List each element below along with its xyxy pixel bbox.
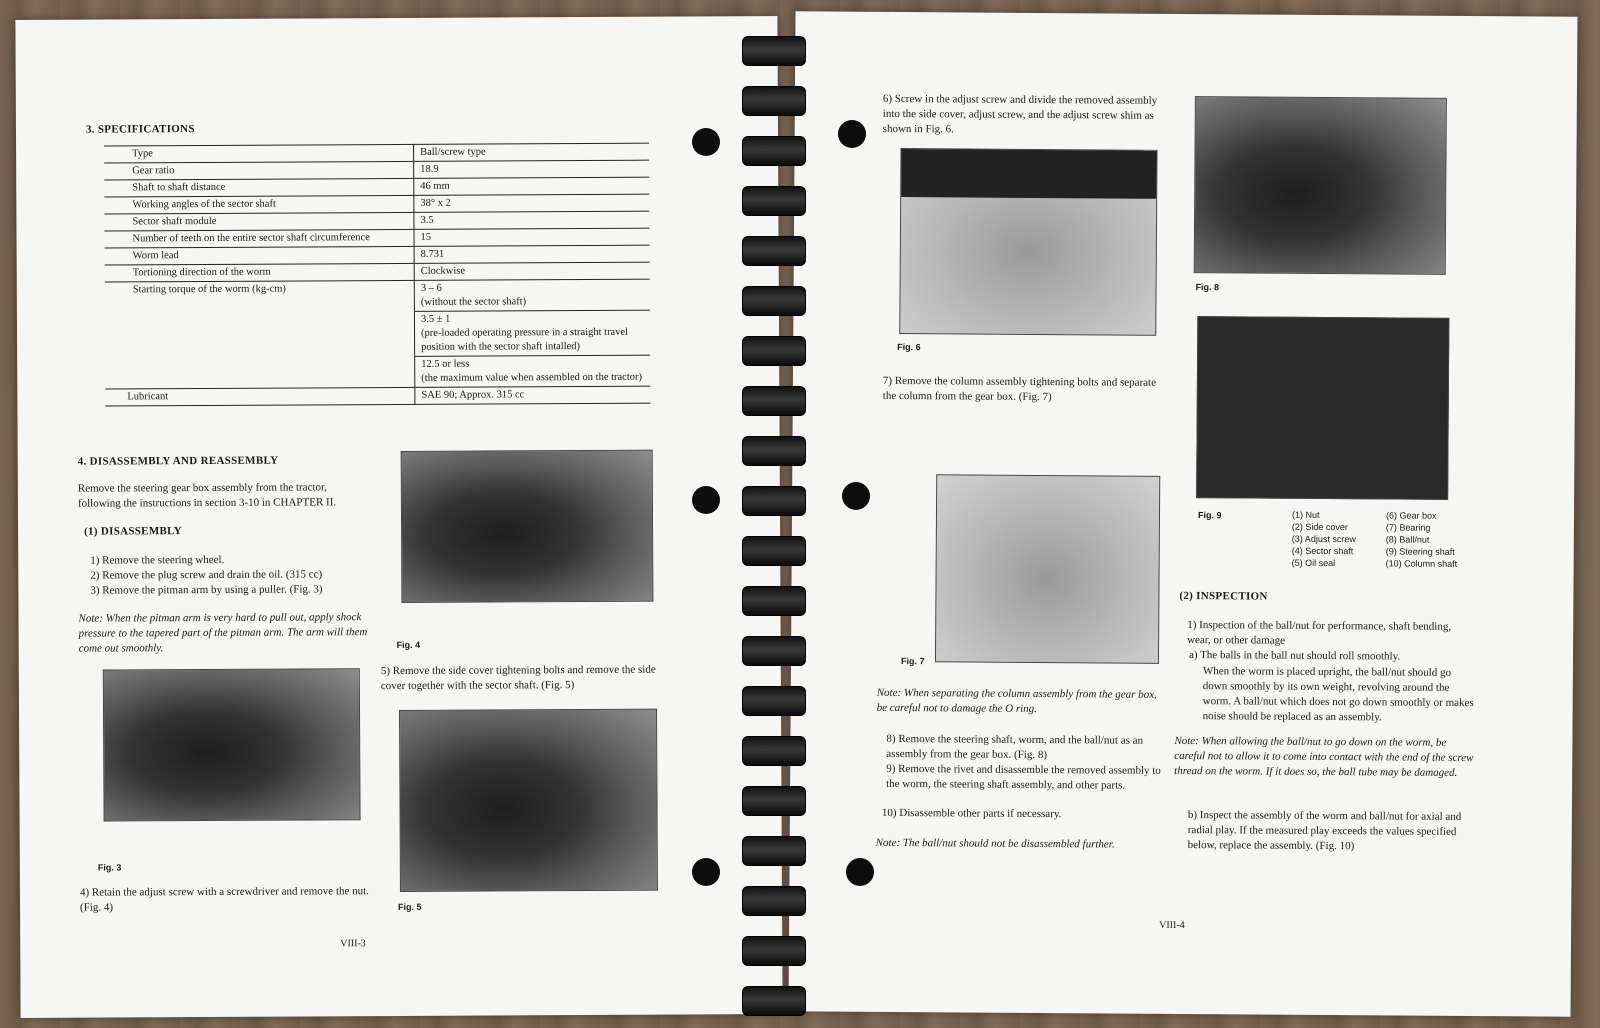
legend-item: (3) Adjust screw — [1291, 533, 1356, 545]
binding-coil-loop — [742, 486, 806, 516]
legend-item: (7) Bearing — [1385, 522, 1431, 533]
step-1: 1) Remove the steering wheel. — [90, 553, 225, 567]
binding-coil-loop — [742, 86, 806, 116]
legend-item: (8) Ball/nut — [1385, 534, 1430, 545]
binding-coil-loop — [742, 586, 806, 616]
spec-value: SAE 90; Approx. 315 cc — [415, 386, 651, 404]
step-3: 3) Remove the pitman arm by using a puller. (Fig. 3) — [90, 583, 323, 597]
legend-item: (1) Nut — [1291, 509, 1320, 520]
binding-coil-loop — [742, 986, 806, 1016]
fig7-caption: Fig. 7 — [900, 656, 925, 667]
binding-coil-loop — [742, 236, 806, 266]
step-9: 9) Remove the rivet and disassemble the removed assembly to the worm, the steering shaft assembly, and other parts. — [886, 762, 1161, 792]
binding-coil-loop — [742, 936, 806, 966]
punch-hole — [692, 128, 720, 156]
pitman-arm-note: Note: When the pitman arm is very hard to pull out, apply shock pressure to the tapered part of the pitman arm. The arm will them come out smoothly. — [78, 611, 368, 655]
spec-value: 46 mm — [414, 177, 650, 195]
binding-coil-loop — [742, 36, 806, 66]
inspection-item-a-detail: When the worm is placed upright, the ball/nut should go down smoothly by its own weight, revolving around the worm. A ball/nut which does not go down smoothly or makes noise should be replaced as an assembly. — [1202, 665, 1474, 724]
spec-label: Starting torque of the worm (kg-cm) — [105, 280, 415, 313]
right-manual-page — [789, 11, 1578, 1016]
fig9-caption: Fig. 9 — [1197, 510, 1222, 521]
step-5: 5) Remove the side cover tightening bolts and remove the side cover together with the sector shaft. (Fig. 5) — [380, 663, 656, 693]
disassembly-subheading: (1) DISASSEMBLY — [84, 525, 183, 538]
spec-value: 15 — [414, 228, 650, 246]
fig8-photo — [1194, 96, 1447, 275]
inspection-subheading: (2) INSPECTION — [1179, 589, 1268, 603]
step-6: 6) Screw in the adjust screw and divide the removed assembly into the side cover, adjust screw, and the adjust screw shim as shown in Fig. 6. — [882, 92, 1158, 136]
spec-value: 18.9 — [414, 160, 650, 178]
punch-hole — [692, 486, 720, 514]
binding-coil-loop — [742, 286, 806, 316]
left-page-number: VIII-3 — [340, 938, 366, 950]
binding-coil-loop — [742, 636, 806, 666]
spec-label: Shaft to shaft distance — [104, 178, 414, 197]
disassembly-reassembly-heading: 4. DISASSEMBLY AND REASSEMBLY — [77, 454, 279, 468]
fig9-legend-left — [1292, 509, 1387, 570]
spec-value: Clockwise — [414, 262, 650, 280]
fig4-photo — [401, 450, 654, 603]
ball-tube-note: Note: When allowing the ball/nut to go down on the worm, be careful not to allow it to come into contact with the end of the screw thread on the worm. If it does so, the ball tube may be damaged. — [1174, 734, 1474, 779]
binding-coil-loop — [742, 136, 806, 166]
spec-value: 12.5 or less (the maximum value when assembled on the tractor) — [415, 355, 651, 387]
spec-value: 38° x 2 — [414, 194, 650, 212]
spec-row — [105, 386, 650, 406]
spec-value: 3.5 ± 1 (pre-loaded operating pressure in a straight travel position with the sector shaft intalled) — [414, 310, 650, 356]
spec-value: 8.731 — [414, 245, 650, 263]
spec-label-empty — [105, 311, 415, 358]
spec-label: Worm lead — [105, 246, 415, 265]
right-page-number: VIII-4 — [1159, 919, 1185, 932]
inspection-item-a: a) The balls in the ball nut should roll smoothly. — [1188, 649, 1401, 663]
spec-label: Sector shaft module — [104, 212, 414, 231]
section4-intro-text: Remove the steering gear box assembly from the tractor, following the instructions in section 3-10 in CHAPTER II. — [77, 481, 337, 510]
legend-item: (4) Sector shaft — [1291, 545, 1354, 557]
inspection-item-1: 1) Inspection of the ball/nut for performance, shaft bending, wear, or other damage — [1187, 619, 1452, 647]
spec-value: 3.5 — [414, 211, 650, 229]
disassembly-steps-list — [90, 552, 380, 599]
fig3-photo — [103, 668, 361, 821]
binding-coil-loop — [742, 536, 806, 566]
binding-coil-loop — [742, 836, 806, 866]
spec-value: 3 – 6 (without the sector shaft) — [414, 279, 650, 311]
fig9-legend-right — [1386, 509, 1486, 570]
inspection-item-b: b) Inspect the assembly of the worm and ball/nut for axial and radial play. If the measured play exceeds the values specified below, replace the assembly. (Fig. 10) — [1187, 809, 1462, 853]
spec-label: Type — [104, 144, 414, 163]
punch-hole — [846, 858, 874, 886]
punch-hole — [842, 482, 870, 510]
binding-coil-loop — [742, 736, 806, 766]
fig5-caption: Fig. 5 — [398, 901, 422, 913]
step-4: 4) Retain the adjust screw with a screwdriver and remove the nut. (Fig. 4) — [79, 885, 369, 914]
fig3-caption: Fig. 3 — [97, 862, 122, 873]
spec-label: Lubricant — [105, 387, 415, 406]
specifications-heading: 3. SPECIFICATIONS — [85, 123, 195, 136]
spec-label: Gear ratio — [104, 161, 414, 180]
fig4-caption: Fig. 4 — [396, 639, 421, 651]
fig7-photo — [935, 474, 1160, 664]
legend-item: (10) Column shaft — [1385, 558, 1458, 569]
binding-coil-loop — [742, 686, 806, 716]
spec-row — [105, 355, 650, 389]
spec-label: Number of teeth on the entire sector shaft circumference — [104, 229, 414, 248]
spec-label-empty — [105, 356, 415, 389]
punch-hole — [838, 120, 866, 148]
spec-label: Working angles of the sector shaft — [104, 195, 414, 214]
step-10: 10) Disassemble other parts if necessary. — [881, 806, 1062, 821]
binding-coil-loop — [742, 886, 806, 916]
legend-item: (6) Gear box — [1385, 510, 1437, 521]
fig6-photo — [899, 148, 1157, 336]
spec-row — [105, 310, 650, 358]
legend-item: (9) Steering shaft — [1385, 546, 1455, 557]
legend-item: (2) Side cover — [1291, 521, 1348, 533]
spec-value: Ball/screw type — [414, 143, 650, 161]
step-8: 8) Remove the steering shaft, worm, and the ball/nut as an assembly from the gear box. (Fig. 8) — [886, 732, 1144, 762]
left-manual-page — [15, 16, 782, 1018]
spec-label: Tortioning direction of the worm — [105, 263, 415, 282]
binding-coil-loop — [742, 386, 806, 416]
fig5-photo — [399, 709, 658, 892]
binding-coil-loop — [742, 186, 806, 216]
binding-coil-loop — [742, 436, 806, 466]
spec-row — [105, 279, 650, 313]
step-2: 2) Remove the plug screw and drain the oil. (315 cc) — [90, 568, 323, 582]
o-ring-note: Note: When separating the column assembly from the gear box, be careful not to damage the O ring. — [876, 686, 1157, 715]
fig6-caption: Fig. 6 — [897, 342, 921, 353]
step-7: 7) Remove the column assembly tightening bolts and separate the column from the gear box. (Fig. 7) — [882, 374, 1157, 404]
legend-item: (5) Oil seal — [1291, 557, 1336, 569]
fig9-photo — [1196, 316, 1449, 500]
fig8-caption: Fig. 8 — [1195, 282, 1220, 293]
binding-coil-loop — [742, 336, 806, 366]
ball-nut-note: Note: The ball/nut should not be disassembled further. — [875, 836, 1115, 851]
binding-coil-loop — [742, 786, 806, 816]
punch-hole — [692, 858, 720, 886]
specifications-table — [104, 143, 650, 407]
